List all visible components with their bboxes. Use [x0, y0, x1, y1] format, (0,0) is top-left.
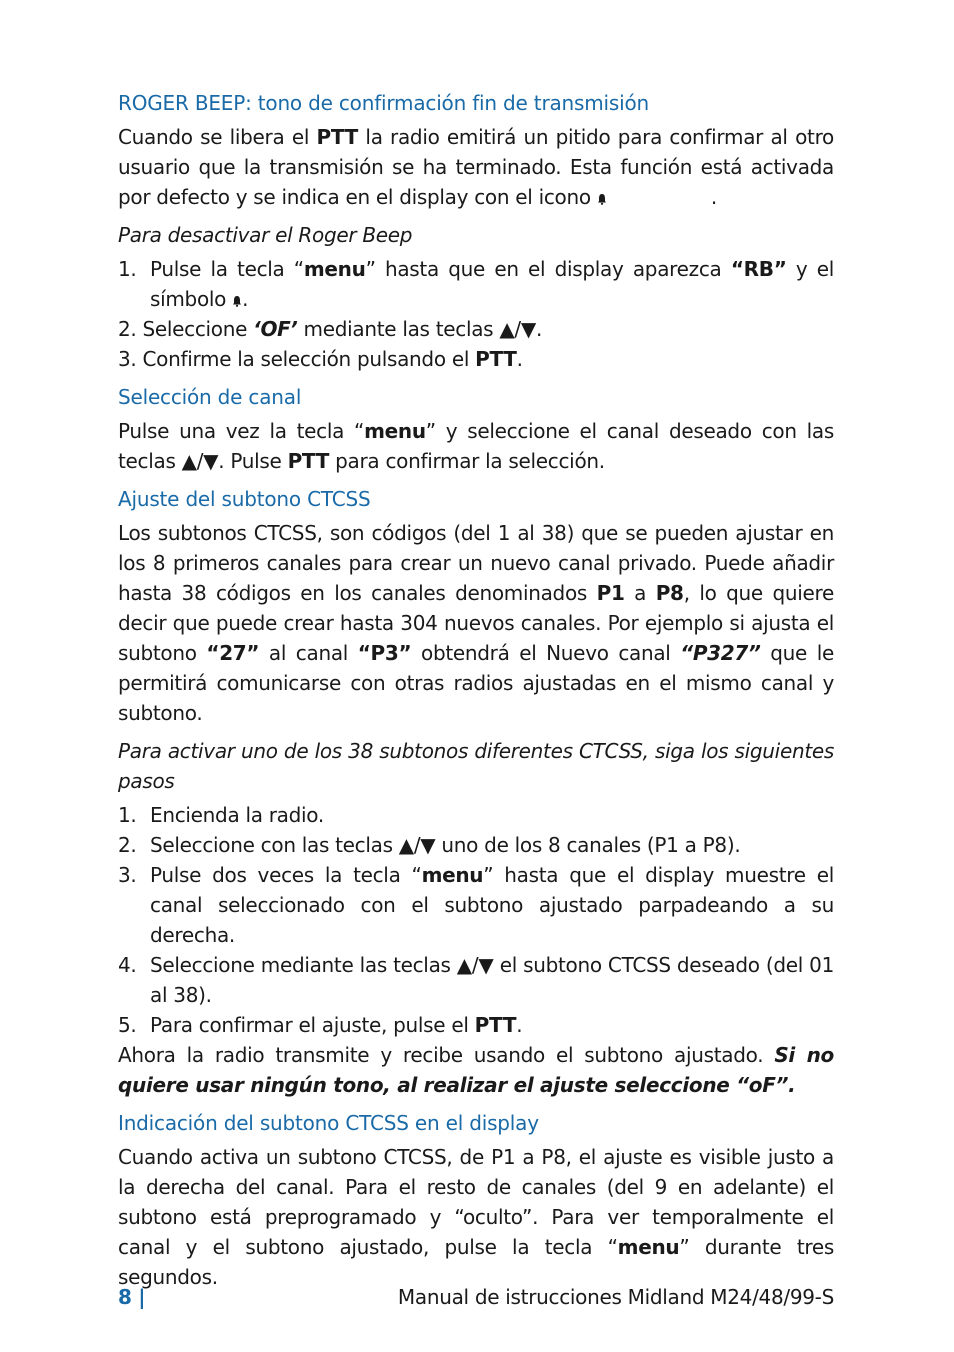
bell-icon — [232, 295, 242, 307]
roger-beep-heading: ROGER BEEP: tono de confirmación fin de transmisión — [118, 91, 649, 115]
display-heading: Indicación del subtono CTCSS en el display — [118, 1111, 539, 1135]
roger-beep-steps-cont — [118, 314, 834, 374]
channel-heading: Selección de canal — [118, 385, 302, 409]
list-item: 3. Pulse dos veces la tecla “menu” hasta que el display muestre el canal seleccionado con el subtono ajustado parpadeando a su derecha. — [118, 863, 834, 947]
page-content — [118, 88, 834, 1292]
list-item: 1. Encienda la radio. — [118, 803, 324, 827]
ctcss-heading: Ajuste del subtono CTCSS — [118, 487, 371, 511]
display-paragraph: Cuando activa un subtono CTCSS, de P1 a P8, el ajuste es visible justo a la derecha del canal. Para el resto de canales (del 9 en adelante) el subtono está preprogramado y “oculto”. Para ver temporalmente el canal y el subtono ajustado, pulse la tecla “menu” durante tres segundos. — [118, 1145, 834, 1289]
channel-paragraph: Pulse una vez la tecla “menu” y seleccione el canal deseado con las teclas ▲/▼. Pulse PTT para confirmar la selección. — [118, 419, 834, 473]
list-item: 1. Pulse la tecla “menu” hasta que en el display aparezca “RB” y el símbolo . — [118, 257, 834, 311]
list-item: 4. Seleccione mediante las teclas ▲/▼ el subtono CTCSS deseado (del 01 al 38). — [118, 953, 834, 1007]
list-item: 2. Seleccione ‘OF’ mediante las teclas ▲/▼. — [118, 317, 542, 341]
roger-beep-intro: Para desactivar el Roger Beep — [118, 223, 413, 247]
ctcss-after: Ahora la radio transmite y recibe usando el subtono ajustado. Si no quiere usar ningún tono, al realizar el ajuste seleccione “oF”. — [118, 1043, 834, 1097]
page-footer — [118, 1282, 834, 1312]
ctcss-paragraph: Los subtonos CTCSS, son códigos (del 1 al 38) que se pueden ajustar en los 8 primeros canales para crear un nuevo canal privado. Puede añadir hasta 38 códigos en los canales denominados P1 a P8, lo que quiere decir que puede crear hasta 304 nuevos canales. Por ejemplo si ajusta el subtono “27” al canal “P3” obtendrá el Nuevo canal “P327” que le permitirá comunicarse con otras radios ajustadas en el mismo canal y subtono. — [118, 521, 834, 725]
manual-title: Manual de istrucciones Midland M24/48/99-S — [397, 1285, 834, 1309]
list-item: 2. Seleccione con las teclas ▲/▼ uno de los 8 canales (P1 a P8). — [118, 833, 741, 857]
list-item: 5. Para confirmar el ajuste, pulse el PTT. — [118, 1013, 523, 1037]
page-number: 8 | — [118, 1285, 146, 1309]
ctcss-intro: Para activar uno de los 38 subtonos diferentes CTCSS, siga los siguientes pasos — [118, 739, 834, 793]
ctcss-steps — [118, 800, 834, 1040]
bell-icon — [597, 193, 607, 205]
list-item: 3. Confirme la selección pulsando el PTT. — [118, 347, 523, 371]
roger-beep-steps — [118, 254, 834, 314]
roger-beep-paragraph: Cuando se libera el PTT la radio emitirá un pitido para confirmar al otro usuario que la transmisión se ha terminado. Esta función está activada por defecto y se indica en el display con el icono . — [118, 125, 834, 209]
